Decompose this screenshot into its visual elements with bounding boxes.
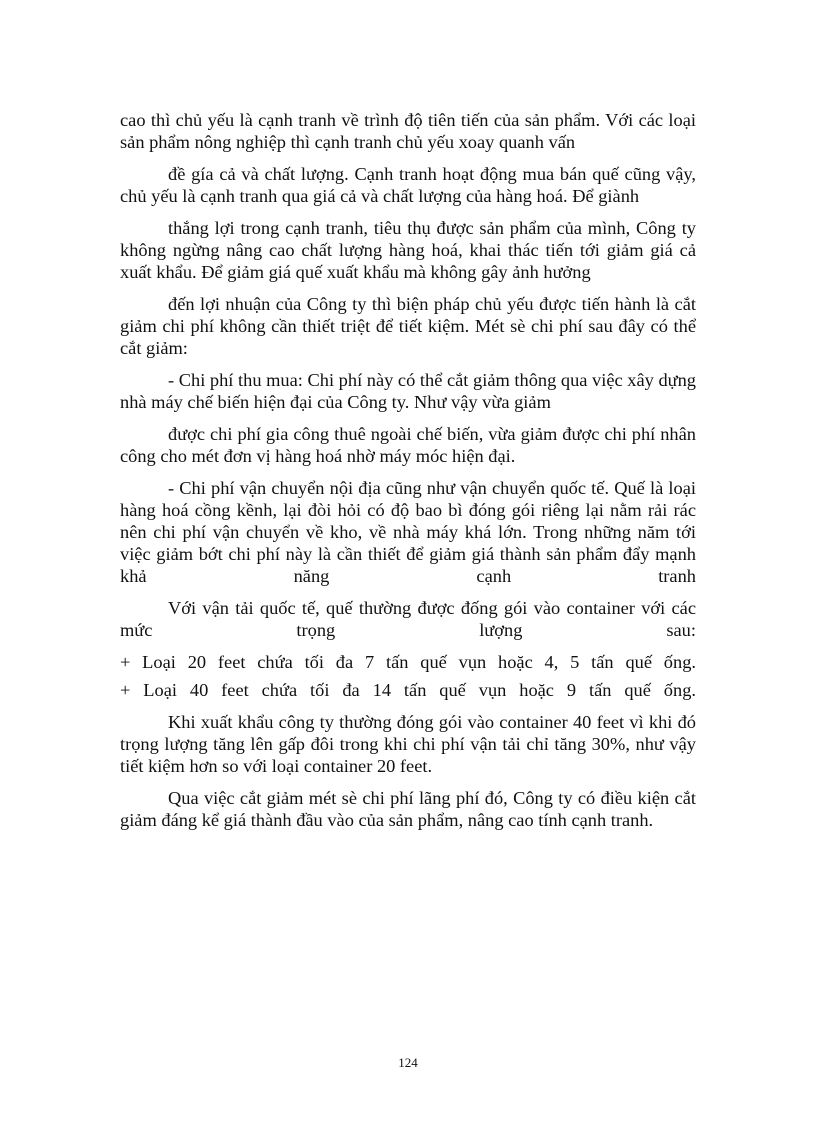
paragraph-2: đề gía cả và chất lượng. Cạnh tranh hoạt động mua bán quế cũng vậy, chủ yếu là cạnh tranh qua giá cả và chất lượng của hàng hoá. Để giành <box>120 164 696 206</box>
paragraph-9: + Loại 20 feet chứa tối đa 7 tấn quế vụn hoặc 4, 5 tấn quế ống. <box>120 652 696 672</box>
paragraph-5: - Chi phí thu mua: Chi phí này có thể cắt giảm thông qua việc xây dựng nhà máy chế biến hiện đại của Công ty. Như vậy vừa giảm <box>120 370 696 412</box>
paragraph-6: được chi phí gia công thuê ngoài chế biến, vừa giảm được chi phí nhân công cho mét đơn vị hàng hoá nhờ máy móc hiện đại. <box>120 424 696 466</box>
page-number: 124 <box>398 1055 418 1070</box>
paragraph-7: - Chi phí vận chuyển nội địa cũng như vận chuyển quốc tế. Quế là loại hàng hoá cồng kềnh, lại đòi hỏi có độ bao bì đóng gói riêng lại nằm rải rác nên chi phí vận chuyển về kho, về nhà máy khá lớn. Trong những năm tới việc giảm bớt chi phí này là cần thiết để giảm giá thành sản phẩm đẩy mạnh khả năng cạnh tranh <box>120 478 696 586</box>
paragraph-8: Với vận tải quốc tế, quế thường được đống gói vào container với các mức trọng lượng sau: <box>120 598 696 640</box>
paragraph-12: Qua việc cắt giảm mét sè chi phí lãng phí đó, Công ty có điều kiện cắt giảm đáng kể giá thành đầu vào của sản phẩm, nâng cao tính cạnh tranh. <box>120 788 696 830</box>
body-text <box>120 109 696 841</box>
paragraph-4: đến lợi nhuận của Công ty thì biện pháp chủ yếu được tiến hành là cắt giảm chi phí không cần thiết triệt để tiết kiệm. Mét sè chi phí sau đây có thể cắt giảm: <box>120 294 696 358</box>
paragraph-10: + Loại 40 feet chứa tối đa 14 tấn quế vụn hoặc 9 tấn quế ống. <box>120 680 696 700</box>
paragraph-1: cao thì chủ yếu là cạnh tranh về trình độ tiên tiến của sản phẩm. Với các loại sản phẩm nông nghiệp thì cạnh tranh chủ yếu xoay quanh vấn <box>120 110 696 152</box>
paragraph-11: Khi xuất khẩu công ty thường đóng gói vào container 40 feet vì khi đó trọng lượng tăng lên gấp đôi trong khi chi phí vận tải chỉ tăng 30%, như vậy tiết kiệm hơn so với loại container 20 feet. <box>120 712 696 776</box>
paragraph-3: thắng lợi trong cạnh tranh, tiêu thụ được sản phẩm của mình, Công ty không ngừng nâng cao chất lượng hàng hoá, khai thác tiến tới giảm giá cả xuất khẩu. Để giảm giá quế xuất khẩu mà không gây ảnh hưởng <box>120 218 696 282</box>
